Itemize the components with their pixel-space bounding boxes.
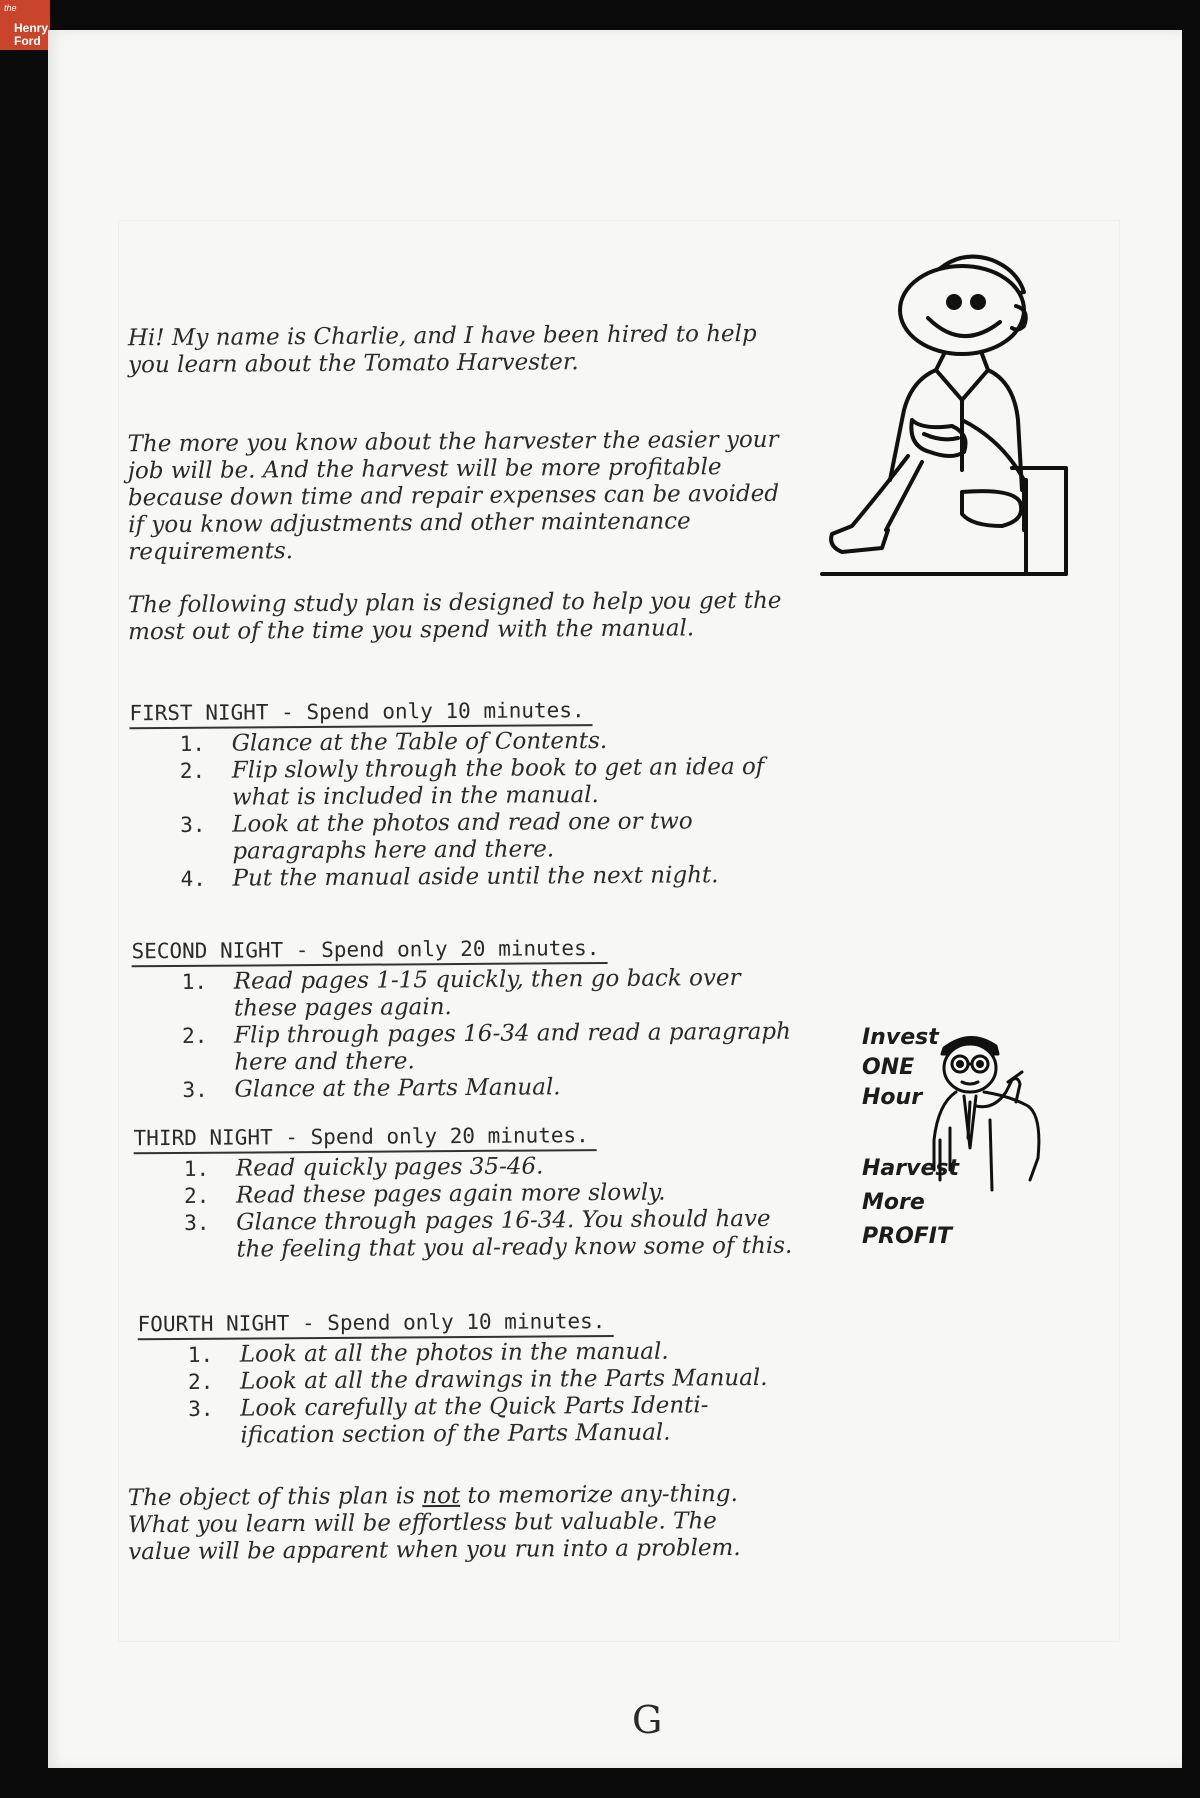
- section-heading: THIRD NIGHT - Spend only 20 minutes.: [134, 1122, 597, 1154]
- list-item: 4. Put the manual aside until the next night.: [180, 862, 719, 892]
- closing-paragraph: The object of this plan is not to memorize any-thing. What you learn will be effortless but valuable. The value will be apparent when you run into a problem.: [127, 1480, 741, 1566]
- emphasis-not: not: [422, 1482, 461, 1510]
- step-list: [138, 1338, 799, 1451]
- list-item: 1. Look at all the photos in the manual.: [187, 1338, 669, 1368]
- henry-ford-watermark: [0, 0, 50, 50]
- step-list: [132, 965, 793, 1105]
- list-item: 3. Glance through pages 16-34. You should have the feeling that you al-ready know some of this.: [184, 1205, 793, 1263]
- third-night-section: [134, 1121, 795, 1265]
- charlie-cartoon-icon: [812, 230, 1072, 590]
- document-page: [48, 30, 1182, 1768]
- step-list: [134, 1152, 795, 1265]
- list-item: 3. Look carefully at the Quick Parts Identi-ification section of the Parts Manual.: [188, 1392, 709, 1449]
- page-letter: G: [632, 1698, 663, 1742]
- first-night-section: [129, 696, 790, 894]
- list-item: 1. Glance at the Table of Contents.: [179, 727, 608, 757]
- list-item: 3. Look at the photos and read one or two paragraphs here and there.: [180, 808, 693, 865]
- watermark-line3: Ford: [14, 34, 41, 48]
- intro-paragraph: Hi! My name is Charlie, and I have been hired to help you learn about the Tomato Harvester.: [127, 320, 757, 379]
- list-item: 1. Read quickly pages 35-46.: [183, 1153, 544, 1182]
- second-night-section: [131, 934, 792, 1105]
- pointing-man-icon: [930, 1020, 1060, 1220]
- list-item: 2. Flip slowly through the book to get an idea of what is included in the manual.: [179, 753, 765, 811]
- fourth-night-section: [138, 1307, 799, 1451]
- watermark-line2: Henry: [14, 21, 49, 35]
- watermark-line1: the: [4, 3, 17, 13]
- invest-callout: Invest ONE Hour: [862, 1025, 939, 1110]
- list-item: 2. Look at all the drawings in the Parts Manual.: [187, 1364, 768, 1395]
- list-item: 1. Read pages 1-15 quickly, then go back over these pages again.: [181, 965, 741, 1022]
- list-item: 2. Flip through pages 16-34 and read a paragraph here and there.: [182, 1018, 791, 1076]
- section-heading: FIRST NIGHT - Spend only 10 minutes.: [129, 697, 592, 729]
- harvest-callout: Harvest More PROFIT: [862, 1156, 959, 1249]
- list-item: 2. Read these pages again more slowly.: [183, 1179, 666, 1209]
- step-list: [130, 727, 791, 894]
- section-heading: FOURTH NIGHT - Spend only 10 minutes.: [138, 1308, 614, 1340]
- section-heading: SECOND NIGHT - Spend only 20 minutes.: [131, 935, 607, 967]
- list-item: 3. Glance at the Parts Manual.: [182, 1074, 561, 1103]
- benefits-paragraph: The more you know about the harvester the easier your job will be. And the harvest will be more profitable because down time and repair expenses can be avoided if you know adjustments and other maintenance requirements.: [127, 426, 780, 566]
- study-plan-paragraph: The following study plan is designed to help you get the most out of the time you spend with the manual.: [127, 587, 782, 646]
